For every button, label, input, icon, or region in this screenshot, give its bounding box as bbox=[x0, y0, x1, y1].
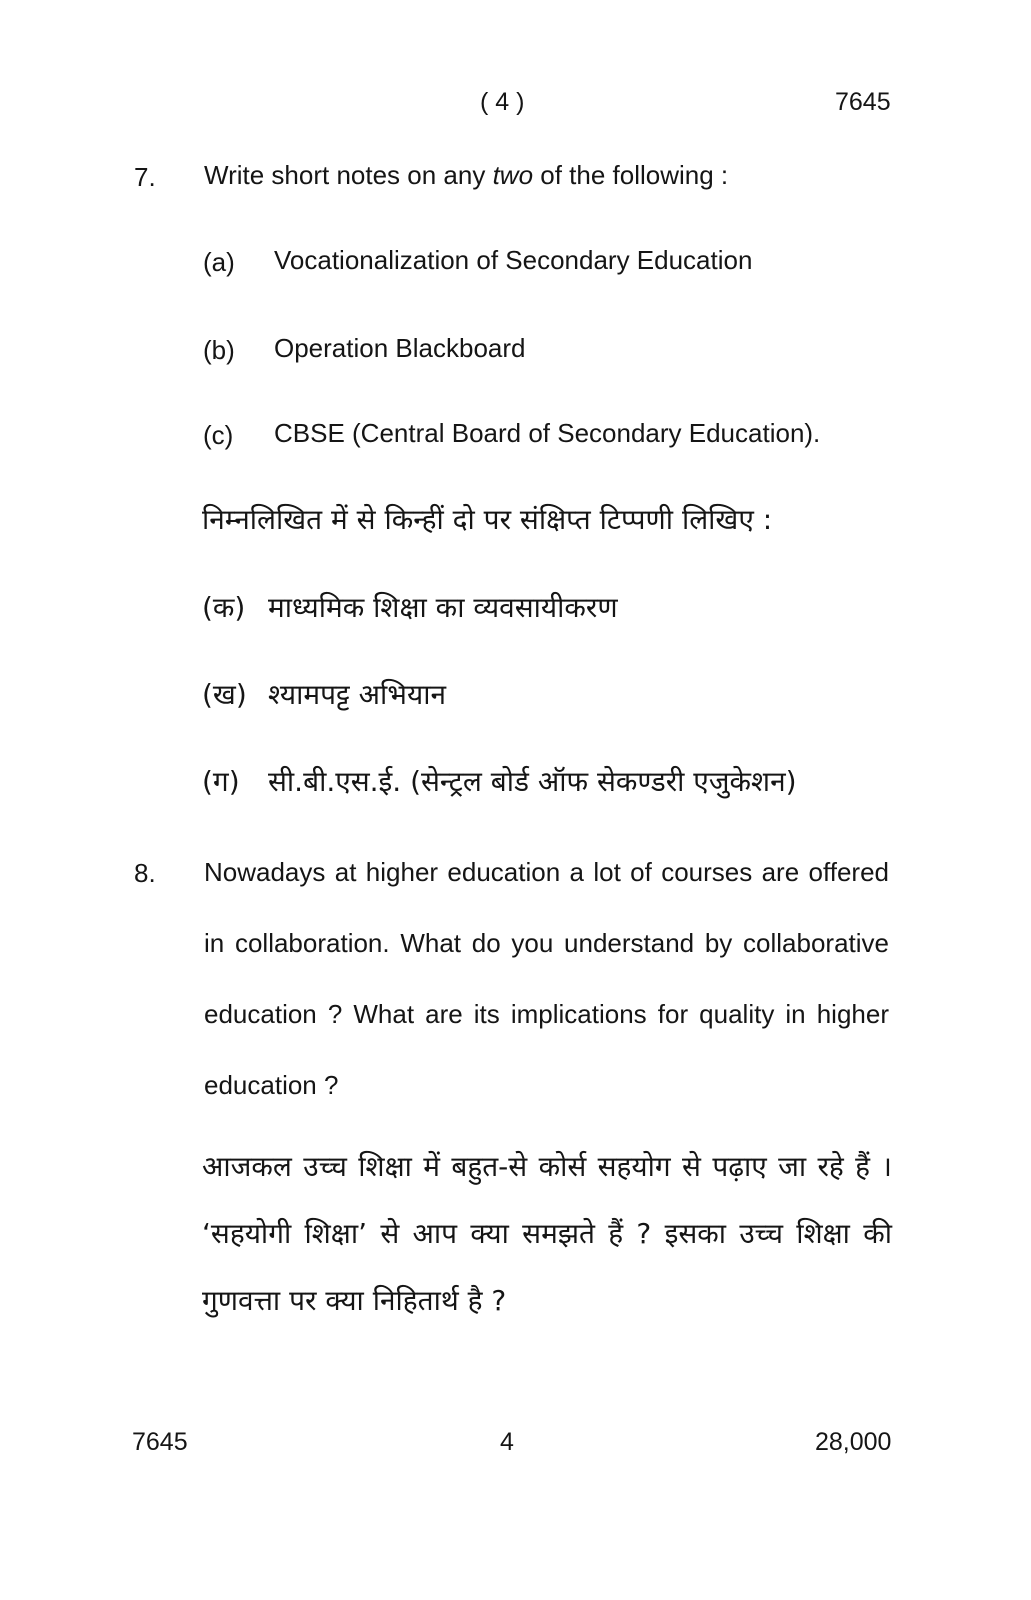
question-8-text: Nowadays at higher education a lot of courses are offered in collaboration. What do you understand by collaborative education ? What are its implications for quality in higher education ? bbox=[204, 857, 889, 1100]
question-number-7: 7. bbox=[134, 162, 156, 192]
hindi-item-ka-text: माध्यमिक शिक्षा का व्यवसायीकरण bbox=[268, 591, 618, 624]
item-b-marker: (b) bbox=[203, 335, 235, 365]
hindi-item-ga-text: सी.बी.एस.ई. (सेन्ट्रल बोर्ड ऑफ सेकण्डरी एजुकेशन) bbox=[268, 765, 797, 798]
item-a-marker: (a) bbox=[203, 247, 235, 277]
hindi-item-ka-marker: (क) bbox=[202, 591, 246, 624]
hindi-item-kha-marker: (ख) bbox=[202, 678, 247, 711]
footer-copies: 28,000 bbox=[815, 1428, 892, 1456]
page-label: ( 4 ) bbox=[480, 88, 525, 116]
question-7-hindi-prompt: निम्नलिखित में से किन्हीं दो पर संक्षिप्त टिप्पणी लिखिए : bbox=[202, 503, 773, 536]
question-7-prompt: Write short notes on any two of the following : bbox=[204, 160, 729, 190]
question-8-hindi-text: आजकल उच्च शिक्षा में बहुत-से कोर्स सहयोग से पढ़ाए जा रहे हैं । ‘सहयोगी शिक्षा’ से आप क्या समझते हैं ? इसका उच्च शिक्षा की गुणवत्ता पर क्या निहितार्थ है ? bbox=[202, 1150, 892, 1317]
item-b-text: Operation Blackboard bbox=[274, 333, 526, 363]
paper-code: 7645 bbox=[835, 88, 891, 116]
footer-paper-code: 7645 bbox=[132, 1428, 188, 1456]
hindi-item-kha-text: श्यामपट्ट अभियान bbox=[268, 678, 446, 711]
question-number-8: 8. bbox=[134, 858, 156, 888]
item-a-text: Vocationalization of Secondary Education bbox=[274, 245, 753, 275]
footer-page-number: 4 bbox=[500, 1428, 514, 1456]
item-c-text: CBSE (Central Board of Secondary Education). bbox=[274, 418, 821, 448]
item-c-marker: (c) bbox=[203, 420, 234, 450]
hindi-item-ga-marker: (ग) bbox=[202, 765, 240, 798]
